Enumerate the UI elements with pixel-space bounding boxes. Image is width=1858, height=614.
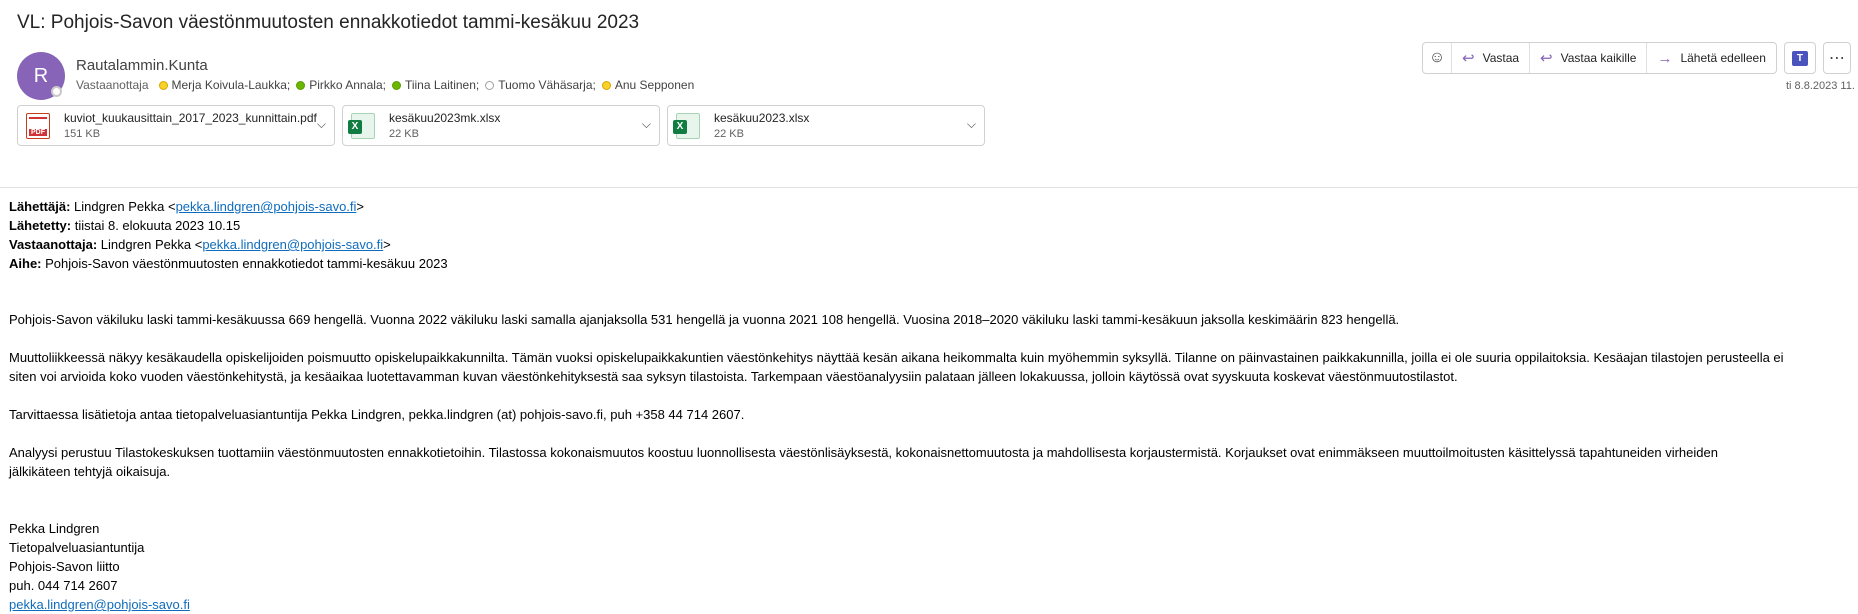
attachment-size: 22 KB (714, 128, 744, 140)
to-label: Vastaanottaja: (9, 237, 98, 252)
from-line (9, 197, 1858, 216)
recipients-row (76, 78, 700, 92)
subject-value: Pohjois-Savon väestönmuutosten ennakkotiedot tammi-kesäkuu 2023 (41, 256, 448, 271)
reply-label: Vastaa (1482, 51, 1520, 65)
from-name: Lindgren Pekka < (70, 199, 176, 214)
paragraph: Muuttoliikkeessä näkyy kesäkaudella opiskelijoiden poismuutto opiskelupaikkakunnilta. Tämän vuoksi opiskelupaikkakuntien väestönkehitys näyttää kesän aikana heikommalta kuin myöhemmin syksyllä. Tilanne on päinvastainen paikkakunnilla, joilla ei ole suuria oppilaitoksia. Kesäajan tilastojen perusteella ei (9, 350, 1784, 365)
message-body (9, 197, 1858, 614)
reply-icon: ↩ (1462, 50, 1475, 67)
to-tail: > (383, 237, 391, 252)
from-tail: > (356, 199, 365, 214)
attachment-name: kuviot_kuukausittain_2017_2023_kunnittain.pdf (64, 111, 317, 125)
signature-title: Tietopalveluasiantuntija (9, 540, 145, 555)
smiley-icon: ☺ (1428, 49, 1446, 66)
signature-phone: puh. 044 714 2607 (9, 578, 118, 593)
more-icon: ⋯ (1828, 50, 1845, 67)
excel-icon: X (351, 113, 375, 139)
forward-icon: → (1657, 49, 1673, 67)
signature-name: Pekka Lindgren (9, 521, 100, 536)
email-subject: VL: Pohjois-Savon väestönmuutosten ennakkotiedot tammi-kesäkuu 2023 (17, 12, 640, 33)
more-actions-button[interactable] (1823, 42, 1851, 74)
recipient[interactable] (602, 78, 694, 92)
recipient[interactable] (485, 78, 596, 92)
chevron-down-icon[interactable]: ⌵ (316, 117, 326, 131)
signature-org: Pohjois-Savon liitto (9, 559, 120, 574)
recipient[interactable] (159, 78, 291, 92)
sent-value: tiistai 8. elokuuta 2023 10.15 (71, 218, 241, 233)
recipient[interactable] (296, 78, 386, 92)
presence-away-icon (159, 81, 168, 90)
signature-email-line (9, 595, 1858, 614)
chevron-down-icon[interactable]: ⌵ (966, 117, 976, 131)
from-email-link[interactable]: pekka.lindgren@pohjois-savo.fi (175, 199, 357, 214)
attachment-size: 151 KB (64, 128, 101, 140)
teams-icon: T (1792, 51, 1808, 66)
presence-status-icon (51, 86, 62, 97)
presence-available-icon (392, 81, 401, 90)
sent-label: Lähetetty: (9, 218, 72, 233)
reply-button[interactable] (1451, 43, 1529, 73)
action-group (1422, 42, 1777, 74)
recipients-label: Vastaanottaja (76, 78, 149, 92)
signature-email-link[interactable]: pekka.lindgren@pohjois-savo.fi (9, 597, 190, 612)
presence-available-icon (296, 81, 305, 90)
reaction-button[interactable] (1423, 43, 1451, 73)
attachment-size: 22 KB (389, 128, 419, 140)
attachment-card[interactable] (342, 105, 660, 146)
paragraph-continued: jälkikäteen tehtyjä oikaisuja. (9, 464, 171, 479)
share-to-teams-button[interactable] (1784, 42, 1816, 74)
subject-label: Aihe: (9, 256, 42, 271)
recipient-name: Merja Koivula-Laukka; (171, 78, 291, 92)
paragraph: Tarvittaessa lisätietoja antaa tietopalveluasiantuntija Pekka Lindgren, pekka.lindgren (at) pohjois-savo.fi, puh +358 44 714 2607. (9, 407, 745, 422)
attachment-card[interactable] (667, 105, 985, 146)
reply-all-label: Vastaa kaikille (1560, 51, 1637, 65)
forward-button[interactable] (1646, 43, 1775, 73)
recipient[interactable] (392, 78, 479, 92)
header-divider (0, 187, 1858, 188)
presence-away-icon (602, 81, 611, 90)
sent-line (9, 216, 1858, 235)
to-email-link[interactable]: pekka.lindgren@pohjois-savo.fi (202, 237, 384, 252)
recipient-name: Tiina Laitinen; (404, 78, 480, 92)
excel-icon: X (676, 113, 700, 139)
sender-name[interactable]: Rautalammin.Kunta (76, 57, 208, 74)
attachment-card[interactable] (17, 105, 335, 146)
to-line (9, 235, 1858, 254)
forward-label: Lähetä edelleen (1680, 51, 1766, 65)
pdf-icon: PDF (26, 113, 50, 139)
paragraph: Pohjois-Savon väkiluku laski tammi-kesäkuussa 669 hengellä. Vuonna 2022 väkiluku laski samalla ajanjaksolla 531 hengellä ja vuonna 2021 108 hengellä. Vuosina 2018–2020 väkiluku laski tammi-kesäkuun jaksolla keskimäärin 823 hengellä. (9, 312, 1400, 327)
reply-all-icon: ↩ (1540, 50, 1553, 67)
avatar-initial: R (33, 64, 49, 87)
attachment-name: kesäkuu2023.xlsx (714, 111, 810, 125)
recipient-name: Pirkko Annala; (309, 78, 386, 92)
message-toolbar (1422, 42, 1851, 74)
chevron-down-icon[interactable]: ⌵ (641, 117, 651, 131)
recipient-name: Tuomo Vähäsarja; (498, 78, 596, 92)
reply-all-button[interactable] (1529, 43, 1646, 73)
paragraph-continued: siten voi arvioida koko vuoden väestönkehitystä, ja kesäaikaa luotettavamman kuvan väestönkehityksestä saa syksyn tilastoista. Tarkempaan väestöanalyysiin palataan jälleen lokakuussa, jolloin käytössä ovat syyskuuta koskevat väestönmuutostilastot. (9, 369, 1458, 384)
attachment-name: kesäkuu2023mk.xlsx (389, 111, 501, 125)
paragraph: Analyysi perustuu Tilastokeskuksen tuottamiin väestönmuutosten ennakkotietoihin. Tilastossa kokonaismuutos koostuu luonnollisesta väestönlisäyksestä, kokonaisnettomuutosta ja mahdollisesta korjaustermistä. Korjaukset ovat enimmäkseen muuttoilmoitusten käsittelyssä tapahtuneiden virheiden (9, 445, 1718, 460)
recipient-name: Anu Sepponen (614, 78, 695, 92)
to-name: Lindgren Pekka < (97, 237, 203, 252)
presence-offline-icon (485, 81, 494, 90)
from-label: Lähettäjä: (9, 199, 71, 214)
subject-line (9, 254, 1858, 273)
received-date: ti 8.8.2023 11. (1786, 80, 1855, 92)
